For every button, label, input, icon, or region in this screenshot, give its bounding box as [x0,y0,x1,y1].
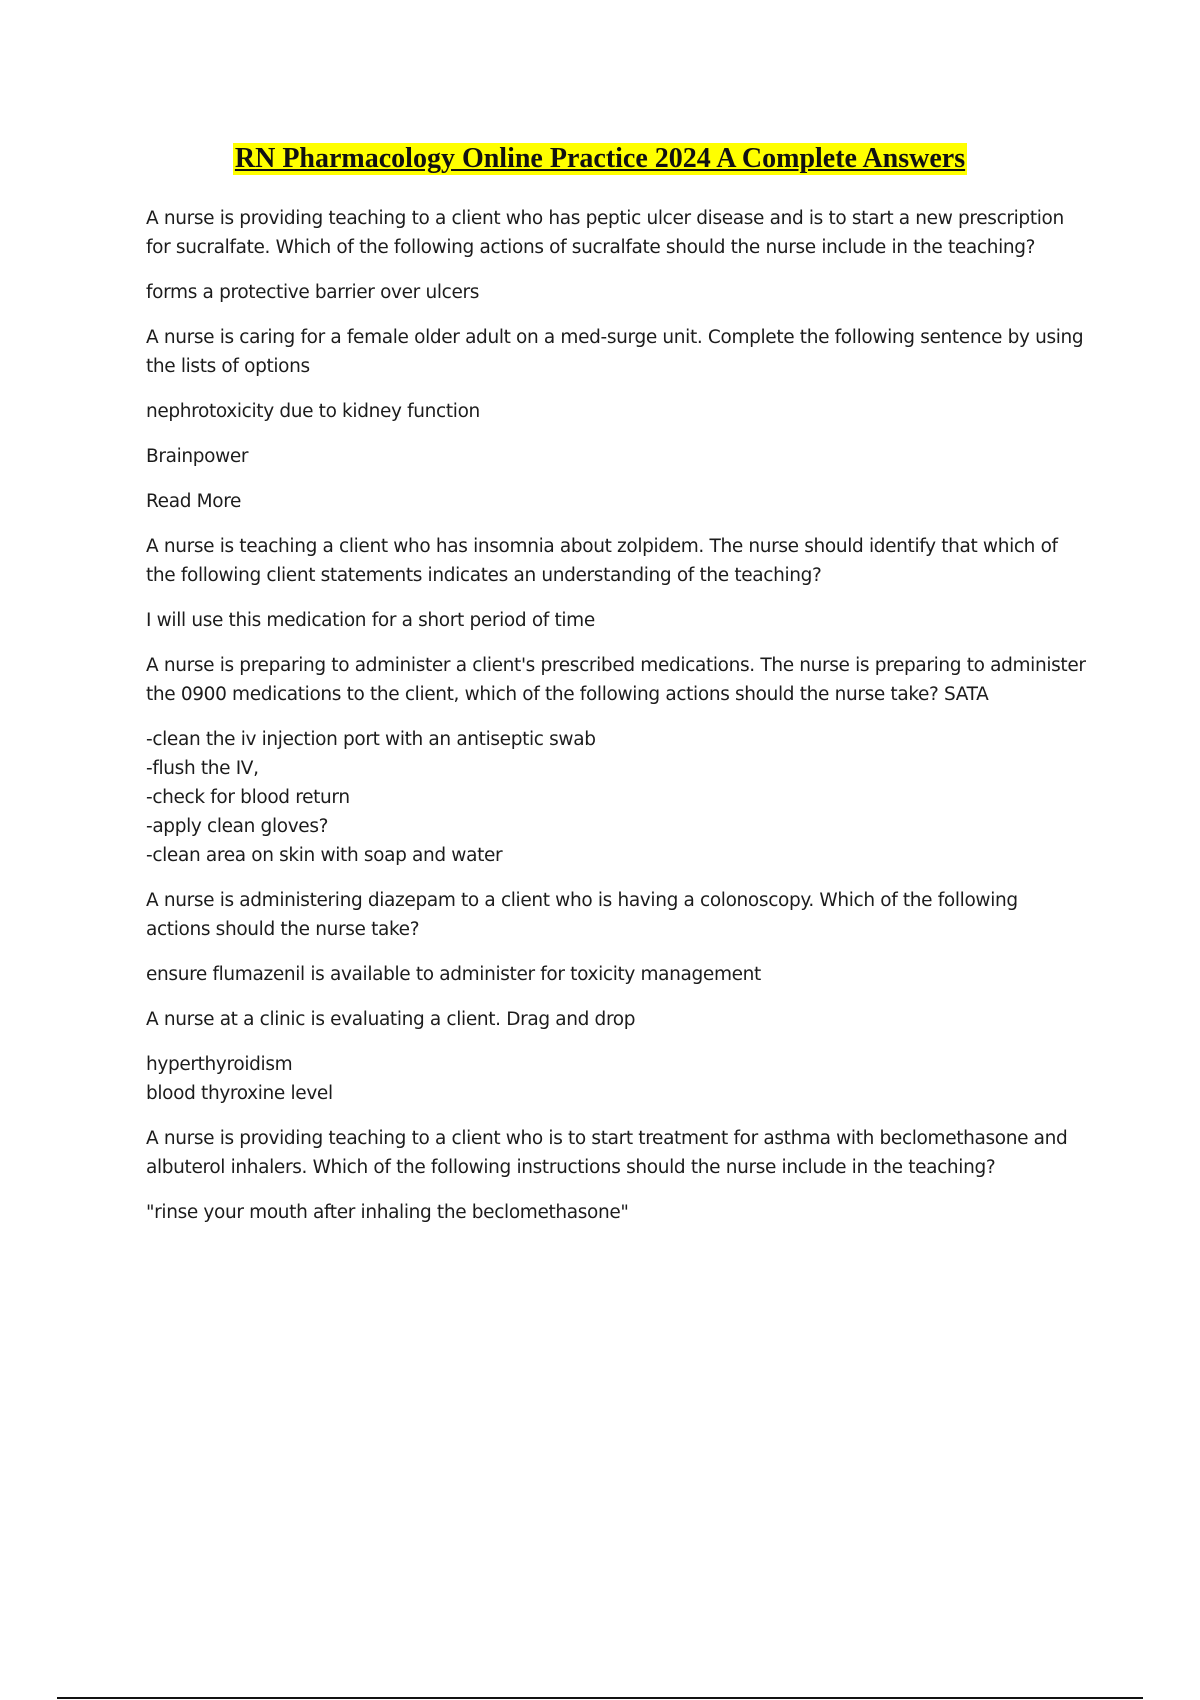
answer-clinic [146,1050,1096,1108]
question-medications [146,651,1096,709]
text-line: for sucralfate. Which of the following actions of sucralfate should the nurse include in the teaching? [146,237,1036,258]
text-line: A nurse is providing teaching to a client who has peptic ulcer disease and is to start a new prescription [146,208,1064,229]
brainpower-label [146,442,1096,471]
page-bottom-divider [57,1697,1143,1699]
text-line: A nurse is providing teaching to a client who is to start treatment for asthma with beclomethasone and [146,1128,1068,1149]
title-container [0,143,1200,175]
question-older-adult [146,323,1096,381]
question-asthma [146,1124,1096,1182]
question-diazepam [146,886,1096,944]
text-line: forms a protective barrier over ulcers [146,282,480,303]
answer-asthma [146,1198,1096,1227]
text-line: the 0900 medications to the client, which of the following actions should the nurse take? SATA [146,684,989,705]
text-line: Brainpower [146,446,249,467]
text-line: nephrotoxicity due to kidney function [146,401,480,422]
text-line: "rinse your mouth after inhaling the beclomethasone" [146,1202,629,1223]
document-title: RN Pharmacology Online Practice 2024 A Complete Answers [234,143,966,174]
text-line: A nurse at a clinic is evaluating a client. Drag and drop [146,1009,636,1030]
text-line: the following client statements indicates an understanding of the teaching? [146,565,822,586]
text-line: -clean the iv injection port with an antiseptic swab [146,729,596,750]
document-body [146,204,1096,1243]
text-line: the lists of options [146,356,310,377]
text-line: blood thyroxine level [146,1083,333,1104]
text-line: A nurse is teaching a client who has insomnia about zolpidem. The nurse should identify that which of [146,536,1058,557]
text-line: A nurse is caring for a female older adult on a med-surge unit. Complete the following sentence by using [146,327,1084,348]
answer-older-adult [146,397,1096,426]
text-line: -check for blood return [146,787,350,808]
question-clinic [146,1005,1096,1034]
text-line: hyperthyroidism [146,1054,293,1075]
read-more-label [146,487,1096,516]
text-line: albuterol inhalers. Which of the following instructions should the nurse include in the teaching? [146,1157,996,1178]
question-sucralfate [146,204,1096,262]
text-line: -clean area on skin with soap and water [146,845,503,866]
text-line: -flush the IV, [146,758,259,779]
text-line: A nurse is preparing to administer a client's prescribed medications. The nurse is preparing to administer [146,655,1086,676]
text-line: ensure flumazenil is available to administer for toxicity management [146,964,761,985]
text-line: -apply clean gloves? [146,816,329,837]
answer-diazepam [146,960,1096,989]
text-line: I will use this medication for a short period of time [146,610,595,631]
text-line: A nurse is administering diazepam to a client who is having a colonoscopy. Which of the following [146,890,1018,911]
question-zolpidem [146,532,1096,590]
text-line: Read More [146,491,242,512]
answer-sucralfate [146,278,1096,307]
answer-medications [146,725,1096,870]
text-line: actions should the nurse take? [146,919,420,940]
answer-zolpidem [146,606,1096,635]
